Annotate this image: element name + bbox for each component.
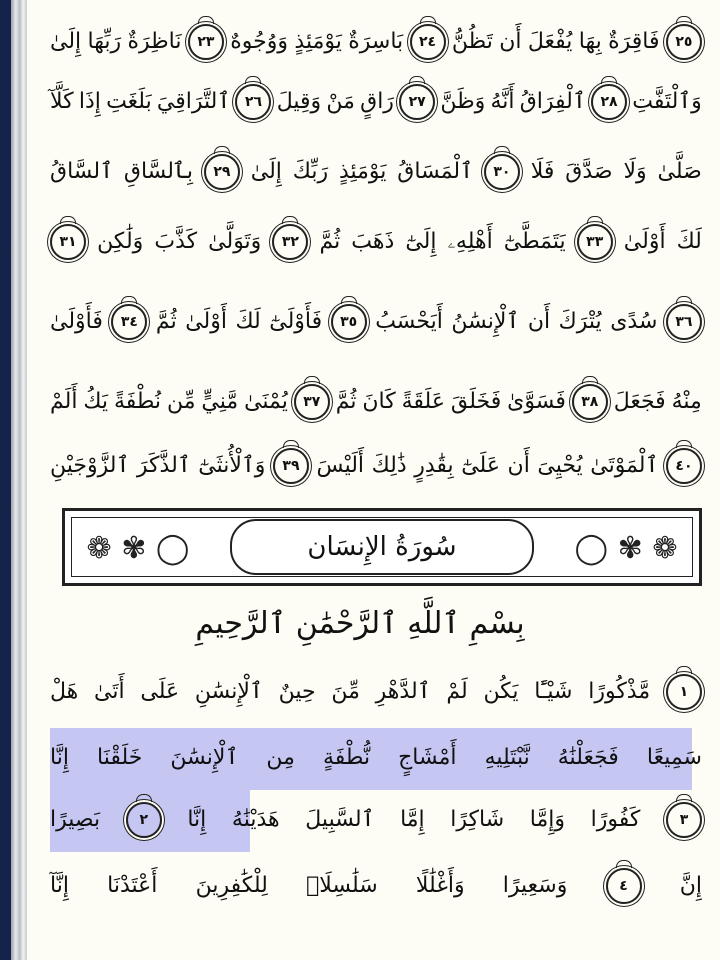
ayah-word[interactable]: إِلَىٰ [250, 159, 282, 184]
ayah-number-marker[interactable]: ٣٥ [331, 304, 367, 340]
ayah-word[interactable]: أَلَمْ [50, 389, 78, 414]
ayah-word[interactable]: وَوُجُوهٌ [230, 29, 289, 54]
ayah-word[interactable]: أَيَحْسَبُ [375, 309, 443, 334]
ayah-word[interactable]: بِٱلسَّاقِ [123, 159, 193, 184]
ayah-number-marker[interactable]: ٢٦ [235, 84, 271, 120]
ayah-line [50, 728, 702, 788]
ayah-number-marker[interactable]: ٢ [126, 802, 162, 838]
ayah-word[interactable]: يَوْمَئِذٍ [338, 159, 387, 184]
ayah-word[interactable]: إِمَّا [400, 807, 425, 832]
ayah-word[interactable]: وَلَا [623, 159, 647, 184]
window-frame-left [0, 0, 11, 960]
ayah-word[interactable]: بِهَا [578, 29, 602, 54]
ayah-number-marker[interactable]: ٣٤ [111, 304, 147, 340]
ayah-word[interactable]: ٱلزَّوْجَيْنِ [50, 453, 130, 478]
ayah-word[interactable]: وَأَغْلَٰلًا [415, 873, 465, 898]
ayah-number-marker[interactable]: ٢٥ [666, 24, 702, 60]
ayah-word[interactable]: ٱلْفِرَاقُ [519, 89, 586, 114]
ayah-word[interactable]: عَلَىٰٓ [461, 453, 500, 478]
ayah-word[interactable]: مَّنِيٍّ [201, 389, 239, 414]
ayah-number-marker[interactable]: ٣٦ [666, 304, 702, 340]
ayah-line [50, 856, 702, 916]
ayah-word[interactable]: هَلْ [50, 679, 79, 704]
ayah-word[interactable]: سُدًى [610, 309, 658, 334]
ayah-number-marker[interactable]: ٣٩ [273, 448, 309, 484]
ayah-word[interactable]: إِلَىٰٓ [405, 229, 437, 254]
ayah-word[interactable]: ٱلسَّاقُ [50, 159, 113, 184]
ayah-word[interactable]: فَسَوَّىٰ [507, 389, 566, 414]
ayah-word[interactable]: وَلَٰكِن [97, 229, 144, 254]
ayah-line [50, 72, 702, 132]
ayah-line [50, 212, 702, 272]
ayah-word[interactable]: صَدَّقَ [565, 159, 613, 184]
ayah-number-marker[interactable]: ٣٣ [577, 224, 613, 260]
ayah-number-marker[interactable]: ٤ [606, 868, 642, 904]
ayah-word[interactable]: نُطْفَةً [113, 389, 162, 414]
ayah-word[interactable]: إِنَّ [679, 873, 702, 898]
ornament-icon: ❁ ✾ ◯ [86, 530, 190, 566]
ayah-word[interactable]: أَن [527, 309, 551, 334]
ayah-word[interactable]: خَلَقْنَا [97, 745, 143, 770]
bismillah: بِسْمِ ٱللَّهِ ٱلرَّحْمَٰنِ ٱلرَّحِيمِ [195, 606, 525, 641]
ayah-word[interactable]: يُحْيِىَ [537, 453, 583, 478]
ayah-number-marker[interactable]: ٣٧ [294, 384, 330, 420]
ayah-word[interactable]: مِّنَ [331, 679, 360, 704]
ayah-number-marker[interactable]: ٢٤ [410, 24, 446, 60]
page-edge [11, 0, 27, 960]
ayah-word[interactable]: هَدَيْنَٰهُ [231, 807, 280, 832]
ayah-word[interactable]: ذَٰلِكَ [371, 453, 407, 478]
ayah-word[interactable]: ذَهَبَ [351, 229, 395, 254]
ayah-word[interactable]: وَإِمَّا [529, 807, 566, 832]
ayah-number-marker[interactable]: ٣ [666, 802, 702, 838]
ayah-word[interactable]: يُتْرَكَ [558, 309, 602, 334]
ayah-word[interactable]: ٱلْإِنسَٰنِ [194, 679, 263, 704]
ayah-word[interactable]: وَٱلْأُنثَىٰٓ [198, 453, 266, 478]
ayah-word[interactable]: ٱلذَّكَرَ [136, 453, 191, 478]
ayah-word[interactable]: نَاظِرَةٌ [127, 29, 182, 54]
ayah-word[interactable]: تَظُنُّ [451, 29, 493, 54]
ayah-line [50, 436, 702, 496]
ayah-word[interactable]: إِذَا [78, 89, 101, 114]
ayah-number-marker[interactable]: ٢٧ [399, 84, 435, 120]
ayah-word[interactable]: بَاسِرَةٌ [348, 29, 404, 54]
ayah-word[interactable]: مِّن [166, 389, 196, 414]
ayah-word[interactable]: حِينٌ [278, 679, 316, 704]
ayah-word[interactable]: ثُمَّ [335, 389, 357, 414]
ayah-word[interactable]: أَن [499, 29, 522, 54]
ayah-word[interactable]: بِقَٰدِرٍ [414, 453, 454, 478]
ayah-word[interactable]: لِلْكَٰفِرِينَ [195, 873, 268, 898]
ayah-word[interactable]: مَّذْكُورًا [588, 679, 651, 704]
ayah-word[interactable]: فَخَلَقَ [450, 389, 502, 414]
ayah-word[interactable]: يَكُ [83, 389, 109, 414]
ayah-word[interactable]: لَكَ [235, 309, 261, 334]
ayah-word[interactable]: أَتَىٰ [94, 679, 125, 704]
ayah-word[interactable]: مِنْهُ [671, 389, 702, 414]
ayah-word[interactable]: فَاقِرَةٌ [608, 29, 660, 54]
ayah-word[interactable]: ٱلْمَوْتَىٰ [590, 453, 659, 478]
ayah-word[interactable]: صَلَّىٰ [657, 159, 702, 184]
ayah-line [50, 142, 702, 202]
ayah-word[interactable]: فَلَا [530, 159, 555, 184]
ayah-word[interactable]: ٱلدَّهْرِ [375, 679, 431, 704]
ayah-word[interactable]: وَسَعِيرًا [502, 873, 568, 898]
ayah-word[interactable]: ثُمَّ [319, 229, 341, 254]
ayah-number-marker[interactable]: ١ [666, 674, 702, 710]
ayah-line [50, 662, 702, 722]
ayah-word[interactable]: وَقِيلَ [276, 89, 322, 114]
ayah-word[interactable]: إِنَّا [50, 745, 69, 770]
ayah-word[interactable]: ٱلْمَسَاقُ [397, 159, 474, 184]
ayah-word[interactable]: نُّطْفَةٍ [322, 745, 371, 770]
ayah-line [50, 12, 702, 72]
ayah-word[interactable]: كَذَّبَ [154, 229, 198, 254]
ayah-word[interactable]: وَظَنَّ [440, 89, 486, 114]
ayah-number-marker[interactable]: ٣٢ [272, 224, 308, 260]
ayah-number-marker[interactable]: ٢٩ [204, 154, 240, 190]
ayah-word[interactable]: عَلَقَةً [401, 389, 445, 414]
ayah-word[interactable]: إِلَىٰ [50, 29, 82, 54]
ayah-word[interactable]: رَبِّهَا [87, 29, 122, 54]
ayah-word[interactable]: نَّبْتَلِيهِ [484, 745, 530, 770]
ayah-word[interactable]: بَلَغَتِ [106, 89, 152, 114]
ayah-word[interactable]: أَن [507, 453, 530, 478]
ayah-word[interactable]: إِنَّا [187, 807, 207, 832]
ayah-word[interactable]: سَمِيعًا [646, 745, 702, 770]
surah-title: سُورَةُ الإِنسَان [307, 532, 457, 562]
ayah-word[interactable]: فَجَعَلْنَٰهُ [557, 745, 619, 770]
ayah-word[interactable]: يَوْمَئِذٍ [294, 29, 342, 54]
ayah-word[interactable]: ٱلتَّرَاقِيَ [156, 89, 231, 114]
ayah-number-marker[interactable]: ٢٣ [188, 24, 224, 60]
ayah-word[interactable]: مَنْ [326, 89, 355, 114]
ayah-word[interactable]: يُفْعَلَ [527, 29, 573, 54]
ayah-number-marker[interactable]: ٢٨ [591, 84, 627, 120]
ayah-word[interactable]: ٱلْإِنسَٰنُ [451, 309, 520, 334]
ornament-icon: ◯ ✾ ❁ [574, 530, 678, 566]
ayah-word[interactable]: أَوْلَىٰ [185, 309, 227, 334]
ayah-word[interactable]: كَانَ [362, 389, 396, 414]
ayah-word[interactable]: إِنَّآ [50, 873, 69, 898]
ayah-word[interactable]: سَلَٰسِلَا۟ [306, 873, 378, 898]
ayah-word[interactable]: فَجَعَلَ [613, 389, 666, 414]
surah-title-cartouche [230, 519, 534, 575]
ayah-word[interactable]: كَفُورًا [590, 807, 641, 832]
ayah-word[interactable]: ٱلسَّبِيلَ [305, 807, 375, 832]
ayah-word[interactable]: عَلَى [140, 679, 180, 704]
ayah-word[interactable]: لَكَ [676, 229, 702, 254]
ayah-number-marker[interactable]: ٣٨ [572, 384, 608, 420]
ayah-number-marker[interactable]: ٣١ [50, 224, 86, 260]
ayah-word[interactable]: أَهْلِهِۦ [447, 229, 493, 254]
ayah-number-marker[interactable]: ٣٠ [484, 154, 520, 190]
ayah-line [50, 790, 702, 850]
ayah-word[interactable]: ثُمَّ [155, 309, 177, 334]
ayah-word[interactable]: وَتَوَلَّىٰ [208, 229, 262, 254]
ayah-word[interactable]: يَكُن [483, 679, 519, 704]
ayah-word[interactable]: فَأَوْلَىٰ [50, 309, 103, 334]
ayah-word[interactable]: ٱلْإِنسَٰنَ [170, 745, 239, 770]
ayah-word[interactable]: أَوْلَىٰ [623, 229, 666, 254]
surah-header-banner [62, 508, 702, 586]
ayah-word[interactable]: يَتَمَطَّىٰٓ [503, 229, 566, 254]
ayah-word[interactable]: رَاقٍ [360, 89, 394, 114]
ayah-word[interactable]: شَاكِرًا [450, 807, 505, 832]
ayah-word[interactable]: مِن [266, 745, 295, 770]
ayah-word[interactable]: لَمْ [446, 679, 468, 704]
ayah-word[interactable]: رَبِّكَ [292, 159, 329, 184]
ayah-word[interactable]: يُمْنَىٰ [244, 389, 288, 414]
ayah-line [50, 292, 702, 352]
ayah-word[interactable]: شَيْـًٔا [534, 679, 573, 704]
ayah-word[interactable]: فَأَوْلَىٰٓ [269, 309, 323, 334]
ayah-word[interactable]: أَمْشَاجٍ [398, 745, 457, 770]
ayah-word[interactable]: أَلَيْسَ [316, 453, 365, 478]
ayah-word[interactable]: بَصِيرًا [50, 807, 101, 832]
ayah-word[interactable]: أَنَّهُ [490, 89, 515, 114]
ayah-word[interactable]: كَلَّآ [50, 89, 74, 114]
ayah-line [50, 372, 702, 432]
ayah-number-marker[interactable]: ٤٠ [666, 448, 702, 484]
ayah-word[interactable]: وَٱلْتَفَّتِ [632, 89, 702, 114]
ayah-word[interactable]: أَعْتَدْنَا [107, 873, 158, 898]
